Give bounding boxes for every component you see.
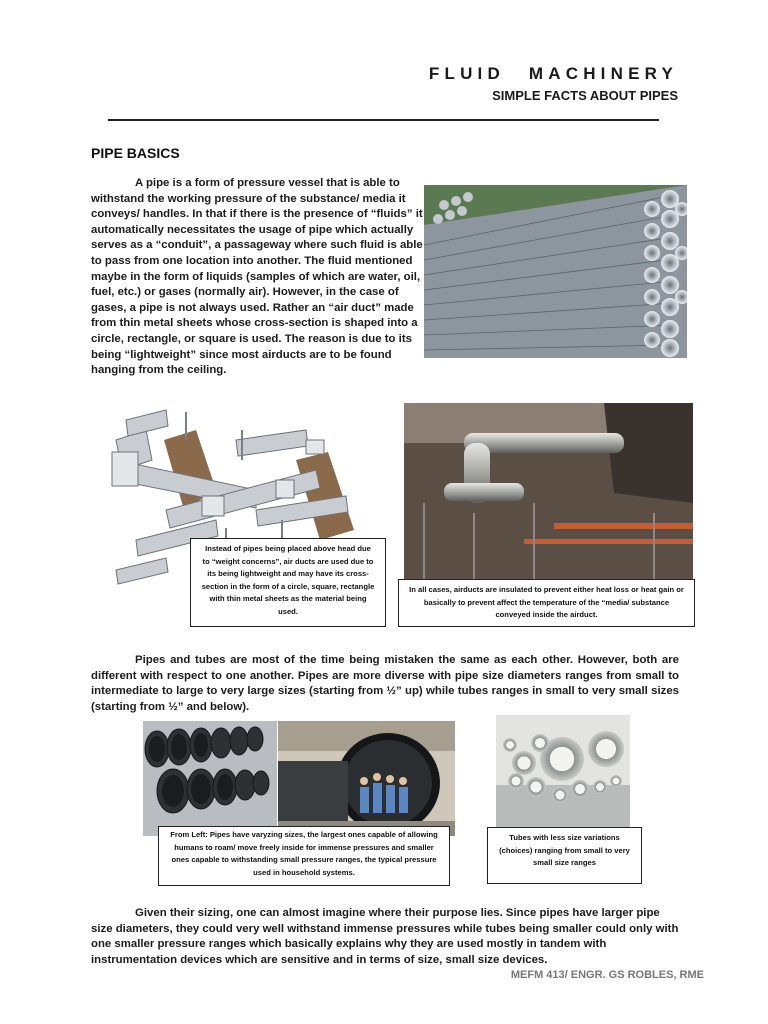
footer-course-instructor: MEFM 413/ ENGR. GS ROBLES, RME [510, 969, 704, 981]
paragraph-pipes-vs-tubes: Pipes and tubes are most of the time being mistaken the same as each other. However, both are different with respect to one another. Pipes are more diverse with pipe size diameters ranges from small to intermediate to large to very large sizes (starting from ½” up) while tubes ranges in small to very small sizes (starting from ½” and below). [91, 654, 679, 713]
pipes-caption: From Left: Pipes have varyzing sizes, the largest ones capable of allowing humans to roam/ move freely inside for immense pressures and smaller ones capable to withstanding small pressure ranges, the typical pressure used in household systems. [158, 826, 450, 886]
document-title: FLUID MACHINERY [428, 64, 678, 83]
paragraph-pipe-basics: A pipe is a form of pressure vessel that is able to withstand the working pressure of the substance/ media it conveys/ handles. In that if there is the presence of “fluids” it automatically necessitates the usage of pipe which actually serves as a “conduit”, a passageway where such fluid is able to pass from one location into another. The fluid mentioned maybe in the form of liquids (samples of which are water, oil, fuel, etc.) or gases (normally air). However, in the case of gases, a pipe is not always used. Rather an “air duct” made from thin metal sheets whose cross-section is shaped into a circle, rectangle, or square is used. The reason is due to its being “lightweight” since most airducts are to be found hanging from the ceiling. [91, 177, 423, 377]
section-heading: PIPE BASICS [91, 145, 180, 161]
airduct-diagram-caption: Instead of pipes being placed above head due to “weight concerns”, air ducts are used due to its being lightweight and may have its cross-section in the form of a circle, square, rectangle with thin metal sheets as the material being used. [190, 538, 386, 627]
airduct-ceiling-photo [404, 403, 693, 582]
stacked-pipes-photo [424, 185, 687, 358]
steel-tubes-photo [496, 715, 630, 828]
tubes-caption: Tubes with less size variations (choices) ranging from small to very small size ranges [487, 827, 642, 884]
header-divider [108, 119, 659, 121]
paragraph-purpose: Given their sizing, one can almost imagine where their purpose lies. Since pipes have larger pipe size diameters, they could very well withstand immense pressures while tubes being smaller could only with one smaller pressure ranges which basically explains why they are used mostly in tandem with instrumentation devices which are sensitive and in terms of size, small size devices. [91, 907, 679, 966]
document-subtitle: SIMPLE FACTS ABOUT PIPES [492, 88, 678, 103]
airduct-photo-caption: In all cases, airducts are insulated to prevent either heat loss or heat gain or basically to prevent affect the temperature of the “media/ substance conveyed inside the airduct. [398, 579, 695, 627]
giant-pipe-people-photo [278, 721, 455, 836]
black-pipes-photo [143, 721, 277, 836]
